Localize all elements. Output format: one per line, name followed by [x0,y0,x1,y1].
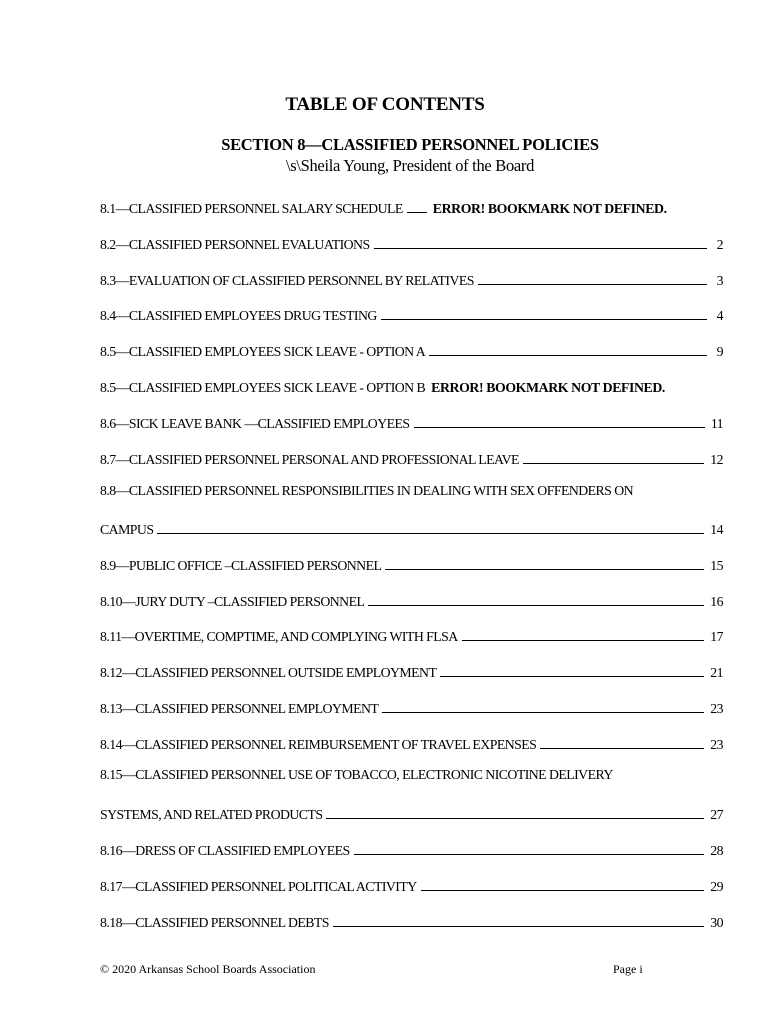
toc-leader [440,676,704,677]
toc-leader [374,248,707,249]
toc-leader [333,926,704,927]
page-title: TABLE OF CONTENTS [285,94,485,115]
section-heading: SECTION 8—CLASSIFIED PERSONNEL POLICIES [221,135,599,154]
toc-entry-title: 8.5—CLASSIFIED EMPLOYEES SICK LEAVE - OPTION B [100,380,426,395]
toc-entry-title: 8.13—CLASSIFIED PERSONNEL EMPLOYMENT [100,701,379,716]
toc-entry-page: 28 [710,843,723,858]
toc-leader [462,640,705,641]
toc-leader [382,712,704,713]
toc-leader [421,890,705,891]
toc-entry-title: 8.14—CLASSIFIED PERSONNEL REIMBURSEMENT OF TRAVEL EXPENSES [100,737,537,752]
toc-entry[interactable] [100,659,723,681]
toc-entry-page: ERROR! BOOKMARK NOT DEFINED. [431,380,665,395]
toc-entry[interactable] [100,837,723,859]
toc-entry-title: CAMPUS [100,522,154,537]
toc-leader [407,212,427,213]
toc-leader [523,463,704,464]
toc-entry-title: 8.4—CLASSIFIED EMPLOYEES DRUG TESTING [100,308,377,323]
toc-entry-page: 23 [710,737,723,752]
toc-leader [414,427,705,428]
toc-entry-page: 27 [710,807,723,822]
toc-entry-page: 15 [710,558,723,573]
toc-entry-page: 3 [716,273,723,288]
toc-entry-title: 8.16—DRESS OF CLASSIFIED EMPLOYEES [100,843,350,858]
toc-entry-title-line1: 8.15—CLASSIFIED PERSONNEL USE OF TOBACCO, ELECTRONIC NICOTINE DELIVERY [100,767,613,782]
toc-entry-title-line1: 8.8—CLASSIFIED PERSONNEL RESPONSIBILITIES IN DEALING WITH SEX OFFENDERS ON [100,483,634,498]
toc-entry-title: SYSTEMS, AND RELATED PRODUCTS [100,807,323,822]
toc-entry[interactable] [100,801,723,823]
toc-entry-title: 8.7—CLASSIFIED PERSONNEL PERSONAL AND PROFESSIONAL LEAVE [100,452,519,467]
toc-leader [157,533,704,534]
toc-entry-page: 17 [710,629,723,644]
toc-entry[interactable] [100,516,723,538]
toc-entry-title: 8.10—JURY DUTY –CLASSIFIED PERSONNEL [100,594,365,609]
toc-entry[interactable] [100,267,723,289]
footer-copyright: © 2020 Arkansas School Boards Association [100,962,316,976]
toc-leader [478,284,707,285]
toc-entry-title: 8.1—CLASSIFIED PERSONNEL SALARY SCHEDULE [100,201,403,216]
toc-entry[interactable] [100,873,723,895]
toc-entry-title: 8.12—CLASSIFIED PERSONNEL OUTSIDE EMPLOYMENT [100,665,437,680]
toc-entry-page: 23 [710,701,723,716]
toc-entry[interactable] [100,446,723,468]
toc-entry-page: 30 [710,915,723,930]
toc-entry-title: 8.17—CLASSIFIED PERSONNEL POLITICAL ACTIVITY [100,879,417,894]
toc-entry[interactable] [100,302,723,324]
toc-entry-page: 11 [710,416,723,431]
toc-leader [354,854,705,855]
toc-entry-title: 8.3—EVALUATION OF CLASSIFIED PERSONNEL BY RELATIVES [100,273,474,288]
toc-leader [540,748,704,749]
toc-entry[interactable] [100,374,723,396]
toc-entry-page: 21 [710,665,723,680]
toc-entry-title: 8.18—CLASSIFIED PERSONNEL DEBTS [100,915,329,930]
toc-entry[interactable] [100,623,723,645]
toc-entry-title: 8.2—CLASSIFIED PERSONNEL EVALUATIONS [100,237,370,252]
toc-entry-title: 8.11—OVERTIME, COMPTIME, AND COMPLYING WITH FLSA [100,629,458,644]
toc-leader [385,569,704,570]
toc-entry[interactable] [100,909,723,931]
toc-entry-page: 4 [716,308,723,323]
toc-entry-title: 8.9—PUBLIC OFFICE –CLASSIFIED PERSONNEL [100,558,382,573]
toc-entry[interactable] [100,552,723,574]
toc-leader [326,818,704,819]
toc-leader [381,319,707,320]
toc-leader [368,605,704,606]
toc-leader [429,355,707,356]
toc-entry[interactable] [100,338,723,360]
toc-entry-page: 16 [710,594,723,609]
toc-entry[interactable] [100,731,723,753]
toc-entry[interactable] [100,410,723,432]
toc-entry[interactable] [100,695,723,717]
toc-entry-page: 12 [710,452,723,467]
toc-entry-page: 9 [716,344,723,359]
toc-entry-page: 14 [710,522,723,537]
toc-entry[interactable] [100,195,723,217]
toc-entry-title: 8.5—CLASSIFIED EMPLOYEES SICK LEAVE - OPTION A [100,344,426,359]
signer-line: \s\Sheila Young, President of the Board [285,156,535,175]
footer-page-number: Page i [613,962,643,976]
toc-entry[interactable] [100,588,723,610]
toc-entry[interactable] [100,231,723,253]
toc-entry-title: 8.6—SICK LEAVE BANK —CLASSIFIED EMPLOYEES [100,416,410,431]
toc-entry-page: 29 [710,879,723,894]
toc-entry-page: 2 [716,237,723,252]
toc-entry-page: ERROR! BOOKMARK NOT DEFINED. [432,201,667,216]
